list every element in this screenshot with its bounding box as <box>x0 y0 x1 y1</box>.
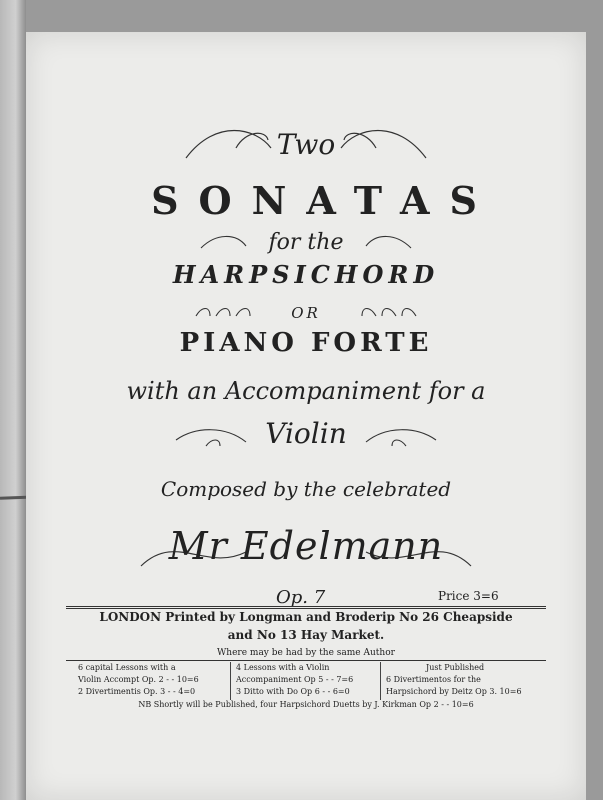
catalogue-entry: 3 Ditto with Do Op 6 - - 6=0 <box>236 687 350 696</box>
catalogue-entry: Accompaniment Op 5 - - 7=6 <box>236 675 354 684</box>
price: Price 3=6 <box>438 589 499 603</box>
violin: Violin <box>265 417 347 450</box>
composed-by: Composed by the celebrated <box>160 477 452 501</box>
composer-name: Mr Edelmann <box>168 524 444 568</box>
catalogue-entry: 4 Lessons with a Violin <box>236 663 330 672</box>
for-the: for the <box>268 230 344 255</box>
catalogue-entry: 2 Divertimentis Op. 3 - - 4=0 <box>78 687 196 696</box>
title-sonatas: SONATAS <box>151 178 497 223</box>
opus-number: Op. 7 <box>276 587 326 608</box>
accompaniment-line: with an Accompaniment for a <box>126 377 486 405</box>
title-page <box>26 32 586 800</box>
catalogue-column-3 <box>386 662 522 698</box>
catalogue-entry: Harpsichord by Deitz Op 3. 10=6 <box>386 687 522 696</box>
catalogue-column-2 <box>236 662 353 698</box>
catalogue-entry: Just Published <box>426 663 485 672</box>
facing-page-edge <box>0 0 26 800</box>
column-divider <box>380 662 381 700</box>
column-divider <box>230 662 231 700</box>
nb-note: NB Shortly will be Published, four Harpsichord Duetts by J. Kirkman Op 2 - - 10=6 <box>138 700 474 709</box>
imprint-line-2: and No 13 Hay Market. <box>227 628 385 642</box>
piano-forte: PIANO FORTE <box>179 328 433 358</box>
or: OR <box>291 304 321 322</box>
catalogue-entry: Violin Accompt Op. 2 - - 10=6 <box>78 675 199 684</box>
harpsichord: HARPSICHORD <box>172 260 440 289</box>
catalogue-column-1 <box>78 662 199 698</box>
catalogue-entry: 6 capital Lessons with a <box>78 663 176 672</box>
rule-catalogue <box>66 660 546 661</box>
title-two: Two <box>276 128 336 161</box>
rule-top <box>66 606 546 609</box>
catalogue-entry: 6 Divertimentos for the <box>386 675 481 684</box>
imprint-line-1: LONDON Printed by Longman and Broderip No 26 Cheapside <box>99 610 513 624</box>
where-line: Where may be had by the same Author <box>217 648 395 658</box>
